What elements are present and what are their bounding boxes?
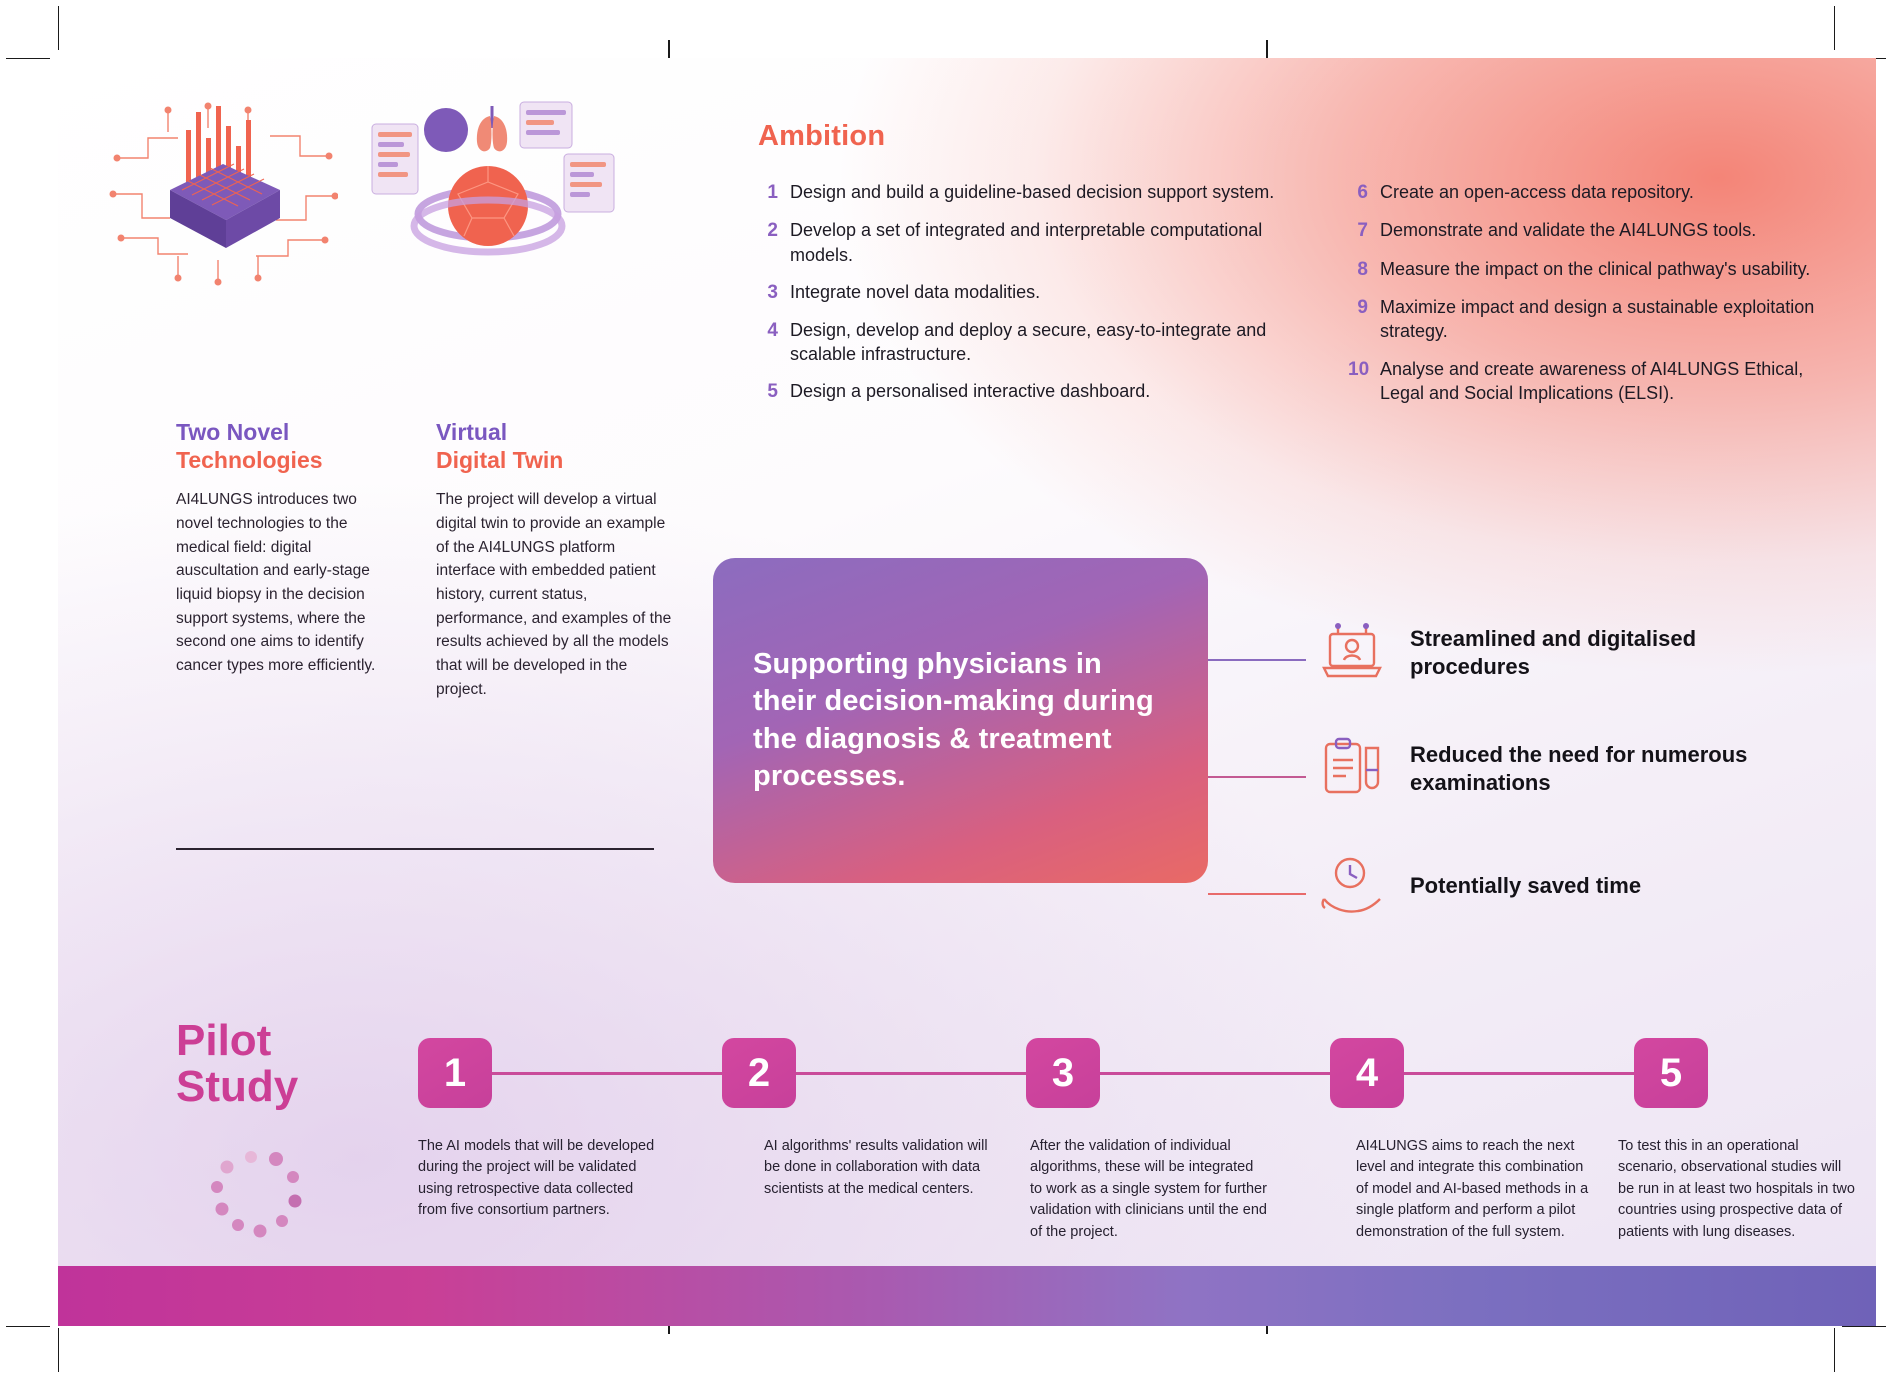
connector-line-1 (1208, 659, 1306, 661)
ambition-item-number: 6 (1357, 182, 1368, 203)
ambition-item (1348, 180, 1848, 205)
ambition-item (1348, 357, 1848, 405)
poster-artboard (58, 58, 1876, 1326)
two-novel-technologies-block (176, 418, 391, 678)
pilot-title-line2: Study (176, 1061, 299, 1111)
ambition-item-text: Design and build a guideline-based decision support system. (790, 182, 1275, 202)
pilot-step-text-3: After the validation of individual algorithms, these will be integrated to work as a single system for further validation with clinicians until the end of the project. (1030, 1138, 1267, 1240)
dot-circle-decoration (196, 1143, 306, 1253)
benefit-item-2 (1316, 734, 1810, 804)
benefit-label-2: Reduced the need for numerous examinations (1410, 742, 1748, 795)
crop-mark (1834, 1328, 1835, 1372)
column-b-title (436, 418, 676, 474)
benefit-item-3 (1316, 851, 1641, 921)
ambition-list-left (758, 180, 1288, 418)
column-a-title (176, 418, 391, 474)
ambition-item-number: 8 (1357, 258, 1368, 280)
crop-mark (58, 1328, 59, 1372)
ambition-item-number: 10 (1348, 358, 1370, 380)
pilot-step-text-2: AI algorithms' results validation will be done in collaboration with data scientists at the medical centers. (764, 1138, 988, 1197)
crop-mark (1842, 1326, 1886, 1327)
column-a-title-line1: Two Novel (176, 419, 290, 445)
column-a-body: AI4LUNGS introduces two novel technologies to the medical field: digital auscultation and early-stage liquid biopsy in the decision support systems, where the second one aims to identify cancer types more efficiently. (176, 491, 376, 675)
ambition-item-text: Design a personalised interactive dashboard. (790, 381, 1151, 402)
crop-mark (6, 1326, 50, 1327)
connector-line-2 (1208, 776, 1306, 778)
ambition-item-text: Design, develop and deploy a secure, easy-to-integrate and scalable infrastructure. (790, 320, 1267, 365)
ambition-item (758, 318, 1288, 366)
pilot-study-heading (176, 1018, 298, 1110)
ambition-heading: Ambition (758, 120, 886, 152)
ambition-item-number: 7 (1357, 220, 1368, 242)
ambition-item (758, 218, 1288, 266)
chip-illustration (108, 98, 338, 288)
ambition-item-text: Analyse and create awareness of AI4LUNGS Ethical, Legal and Social Implications (ELSI). (1380, 358, 1804, 403)
clipboard-test-tube-icon (1316, 734, 1388, 804)
virtual-digital-twin-block (436, 418, 676, 701)
fold-mark (668, 40, 670, 58)
support-statement-card (713, 558, 1208, 883)
ambition-item-number: 2 (767, 220, 778, 242)
ambition-item (758, 280, 1288, 305)
timeline-node-5: 5 (1634, 1038, 1708, 1108)
ambition-item-number: 5 (767, 381, 778, 403)
column-b-title-line1: Virtual (436, 419, 508, 445)
ambition-item (758, 379, 1288, 404)
ambition-item-text: Develop a set of integrated and interpretable computational models. (790, 220, 1263, 265)
ambition-item (1348, 295, 1848, 343)
pilot-step-text-1: The AI models that will be developed during the project will be validated using retrospective data collected from five consortium partners. (418, 1138, 655, 1219)
pilot-timeline (418, 1038, 1708, 1108)
pilot-title-line1: Pilot (176, 1016, 272, 1065)
ambition-list-right (1348, 180, 1848, 418)
column-a-title-line2: Technologies (176, 447, 323, 474)
pilot-step-text-5: To test this in an operational scenario, observational studies will be run in at least two hospitals in two countries using prospective data of patients with lung diseases. (1618, 1138, 1855, 1240)
ambition-item (1348, 218, 1848, 243)
timeline-node-2: 2 (722, 1038, 796, 1108)
ambition-item-text: Measure the impact on the clinical pathway's usability. (1380, 258, 1811, 279)
crop-mark (58, 6, 59, 50)
digital-twin-illustration (368, 94, 618, 294)
ambition-item-number: 3 (767, 281, 778, 303)
benefit-label-1: Streamlined and digitalised procedures (1410, 626, 1697, 679)
footer-color-bar (58, 1266, 1876, 1326)
laptop-user-icon (1316, 618, 1388, 688)
crop-mark (1834, 6, 1835, 50)
ambition-item (758, 180, 1288, 205)
timeline-node-1: 1 (418, 1038, 492, 1108)
crop-mark (6, 58, 50, 59)
timeline-node-3: 3 (1026, 1038, 1100, 1108)
ambition-item-text: Create an open-access data repository. (1380, 182, 1694, 202)
column-b-title-line2: Digital Twin (436, 447, 564, 474)
connector-line-3 (1208, 893, 1306, 895)
ambition-item-text: Integrate novel data modalities. (790, 281, 1041, 302)
ambition-item-number: 1 (767, 182, 778, 203)
support-statement-text: Supporting physicians in their decision-making during the diagnosis & treatment processes. (753, 648, 1154, 792)
column-b-body: The project will develop a virtual digital twin to provide an example of the AI4LUNGS platform interface with embedded patient history, current status, performance, and examples of the results achieved by all the models that will be developed in the project. (436, 491, 672, 698)
fold-mark (1266, 40, 1268, 58)
ambition-item-number: 4 (767, 320, 778, 342)
benefit-item-1 (1316, 618, 1810, 688)
ambition-item (1348, 257, 1848, 282)
ambition-item-text: Maximize impact and design a sustainable exploitation strategy. (1380, 297, 1815, 342)
ambition-item-text: Demonstrate and validate the AI4LUNGS tools. (1380, 220, 1757, 241)
hand-clock-icon (1316, 851, 1388, 921)
section-divider (176, 848, 654, 850)
benefit-label-3: Potentially saved time (1410, 873, 1642, 899)
ambition-item-number: 9 (1357, 297, 1368, 319)
pilot-step-text-4: AI4LUNGS aims to reach the next level and integrate this combination of model and AI-based methods in a single platform and perform a pilot demonstration of the full system. (1356, 1138, 1589, 1240)
timeline-node-4: 4 (1330, 1038, 1404, 1108)
